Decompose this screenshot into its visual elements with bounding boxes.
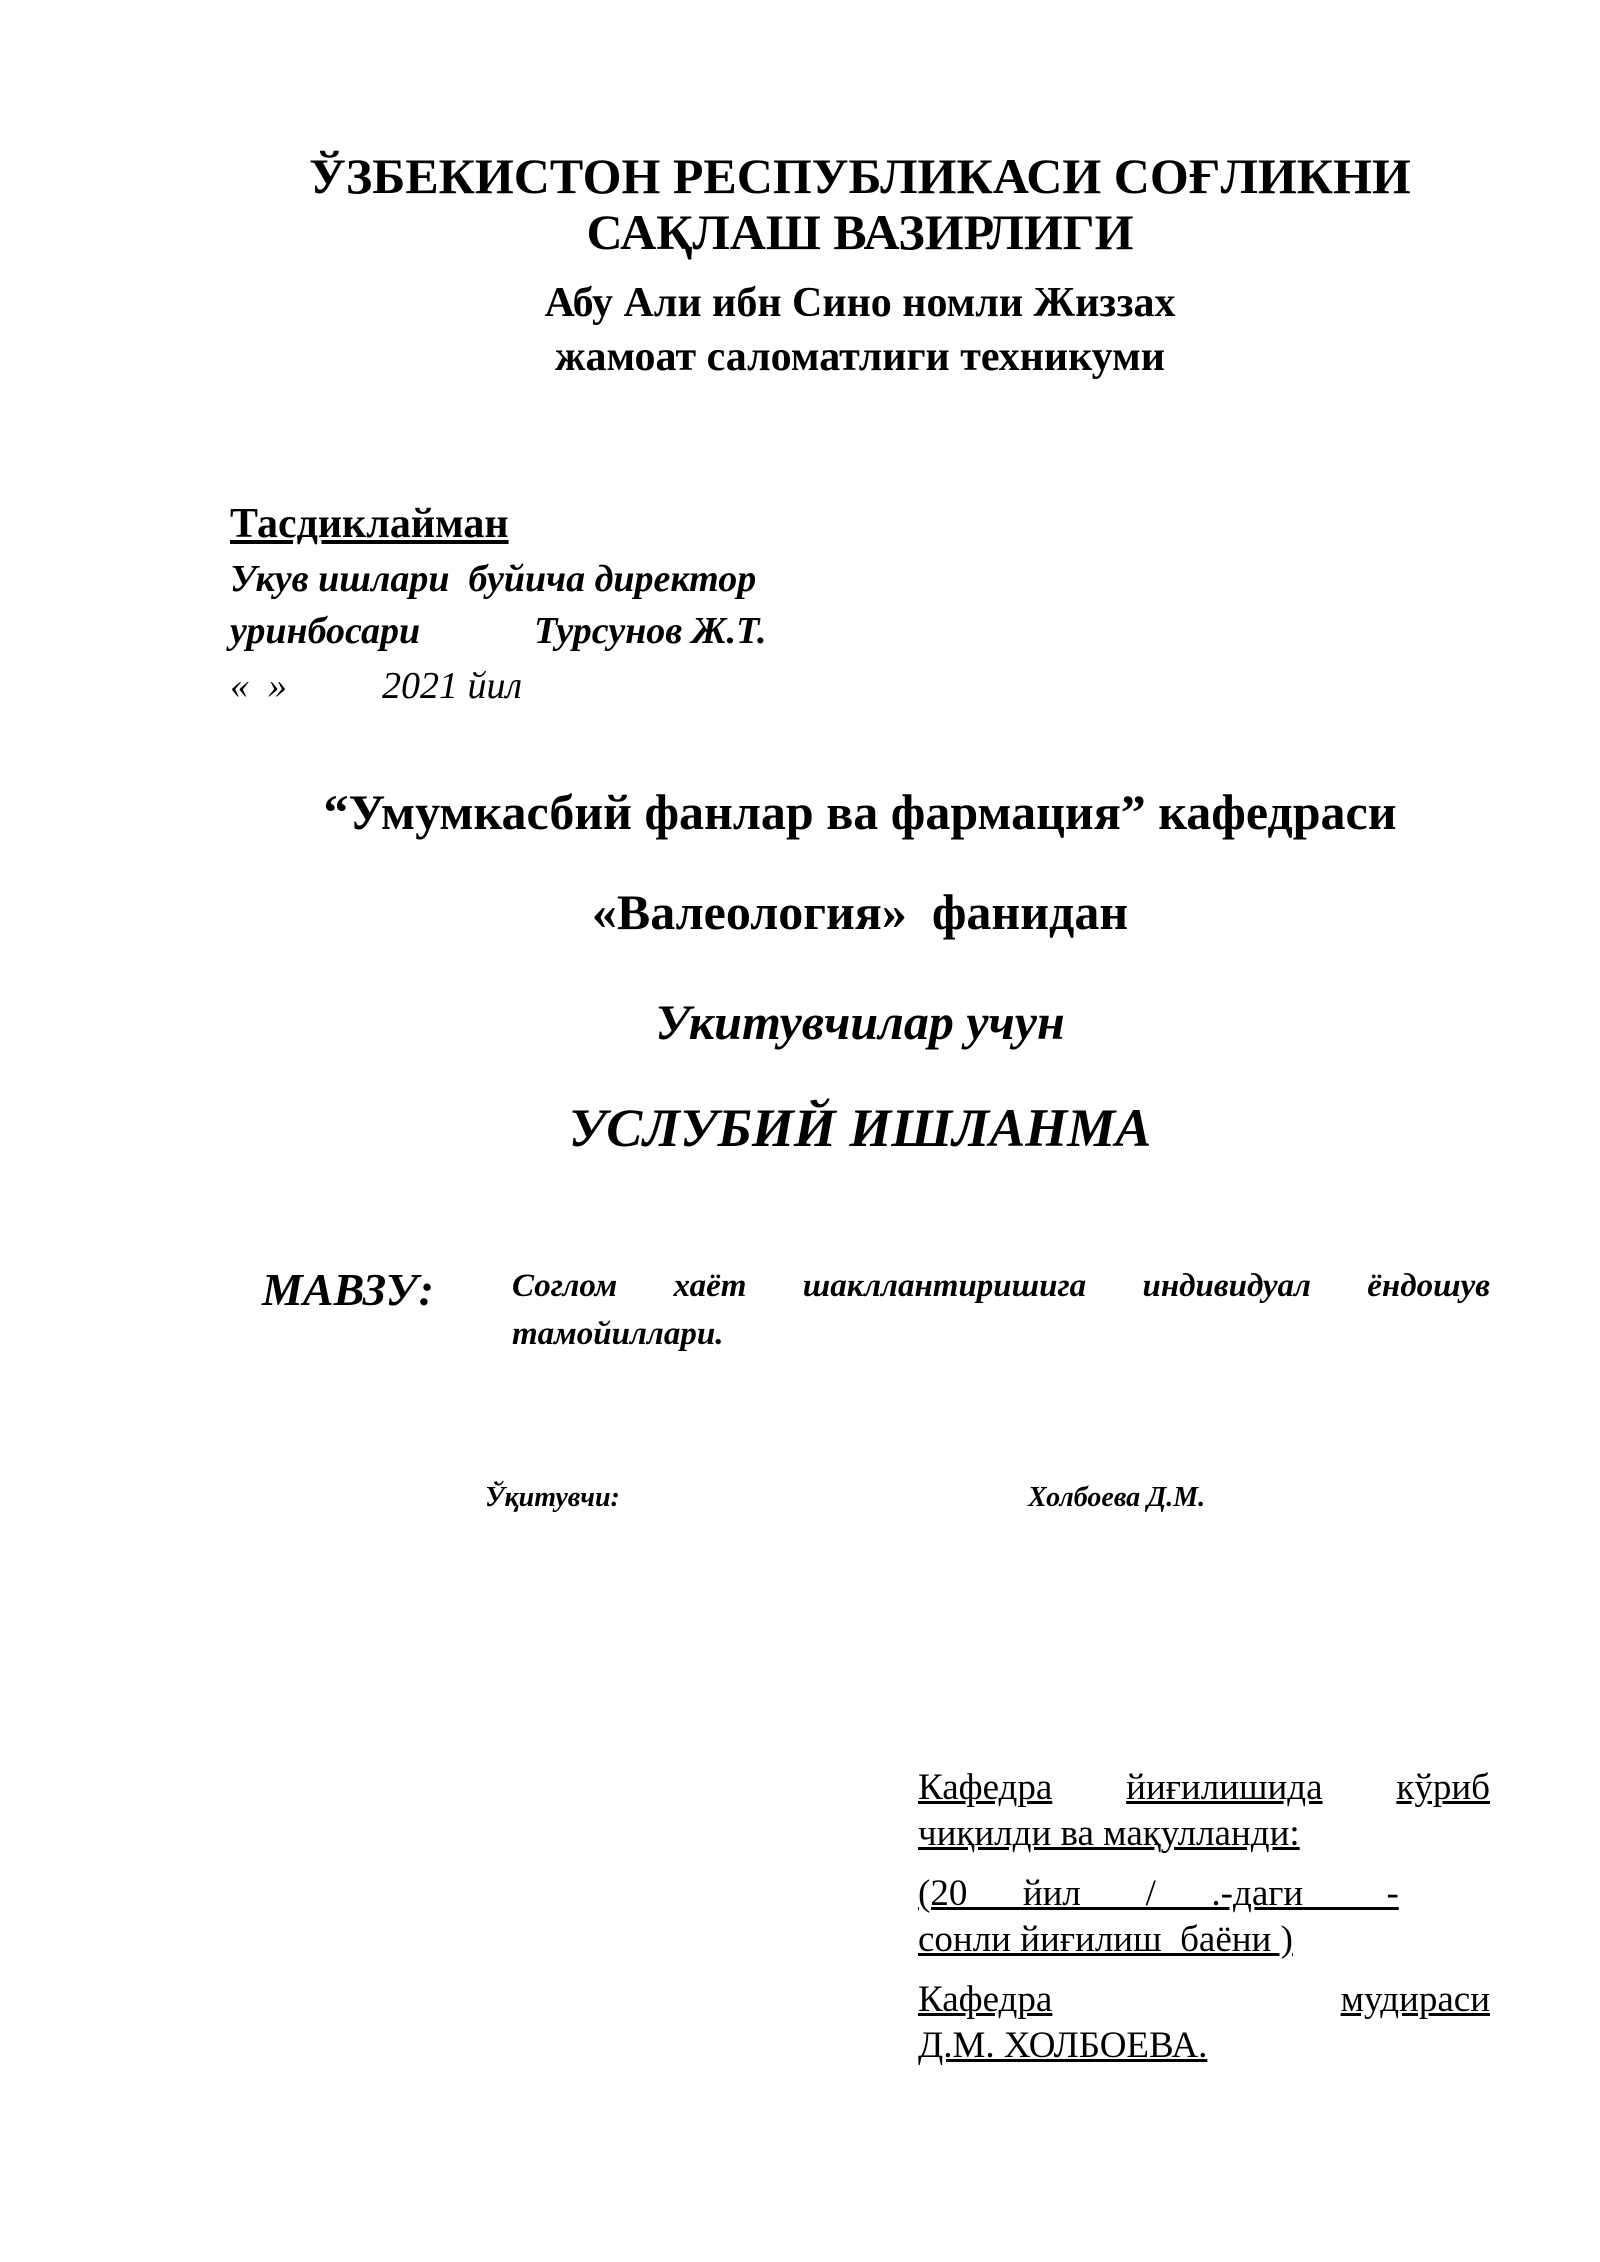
ministry-line-2: САҚЛАШ ВАЗИРЛИГИ	[586, 204, 1134, 260]
college-line-1: Абу Али ибн Сино номли Жиззах	[544, 280, 1176, 326]
approval-note-word-2: йиғилишида	[1126, 1767, 1323, 1808]
audience-title: Укитувчилар учун	[655, 994, 1065, 1050]
teacher-name: Холбоева Д.М.	[1028, 1482, 1206, 1513]
meeting-record-line-2: сонли йиғилиш баёни )	[918, 1919, 1293, 1960]
department-head-word-1: Кафедра	[918, 1979, 1053, 2020]
department-approval-note	[918, 1765, 1490, 2069]
approval-position-line-1: Укув ишлари буйича директор	[230, 558, 757, 600]
approval-date: « » 2021 йил	[230, 665, 523, 707]
college-heading	[230, 276, 1490, 384]
ministry-heading	[230, 148, 1490, 260]
approval-note-word-3: кўриб	[1396, 1767, 1490, 1808]
department-title: “Умумкасбий фанлар ва фармация” кафедраси	[323, 784, 1397, 840]
meeting-record-line-1: (20___йил ___/___.-даги ____-	[918, 1873, 1399, 1914]
approval-note-line-2: чиқилди ва мақулланди:	[918, 1813, 1300, 1854]
teacher-label: Ўқитувчи:	[485, 1482, 620, 1513]
topic-text: Соглом хаёт шакллантиришига индивидуал ёндошув тамойиллари.	[512, 1268, 1490, 1352]
topic-label: МАВЗУ:	[262, 1264, 434, 1315]
approval-title: Тасдиклайман	[230, 501, 509, 547]
department-head-line-1	[918, 1977, 1490, 2023]
approval-stamp	[230, 495, 930, 715]
approval-position-line-2: уринбосари Турсунов Ж.Т.	[230, 610, 767, 652]
approval-note-line-1	[918, 1765, 1490, 1811]
approval-note-word-1: Кафедра	[918, 1767, 1053, 1808]
subject-title: «Валеология» фанидан	[591, 884, 1129, 940]
department-head-word-2: мудираси	[1340, 1979, 1490, 2020]
ministry-line-1: ЎЗБЕКИСТОН РЕСПУБЛИКАСИ СОҒЛИКНИ	[309, 148, 1411, 204]
document-type-title: УСЛУБИЙ ИШЛАНМА	[568, 1098, 1152, 1158]
college-line-2: жамоат саломатлиги техникуми	[555, 334, 1165, 380]
department-head-name: Д.М. ХОЛБОЕВА.	[918, 2025, 1208, 2066]
